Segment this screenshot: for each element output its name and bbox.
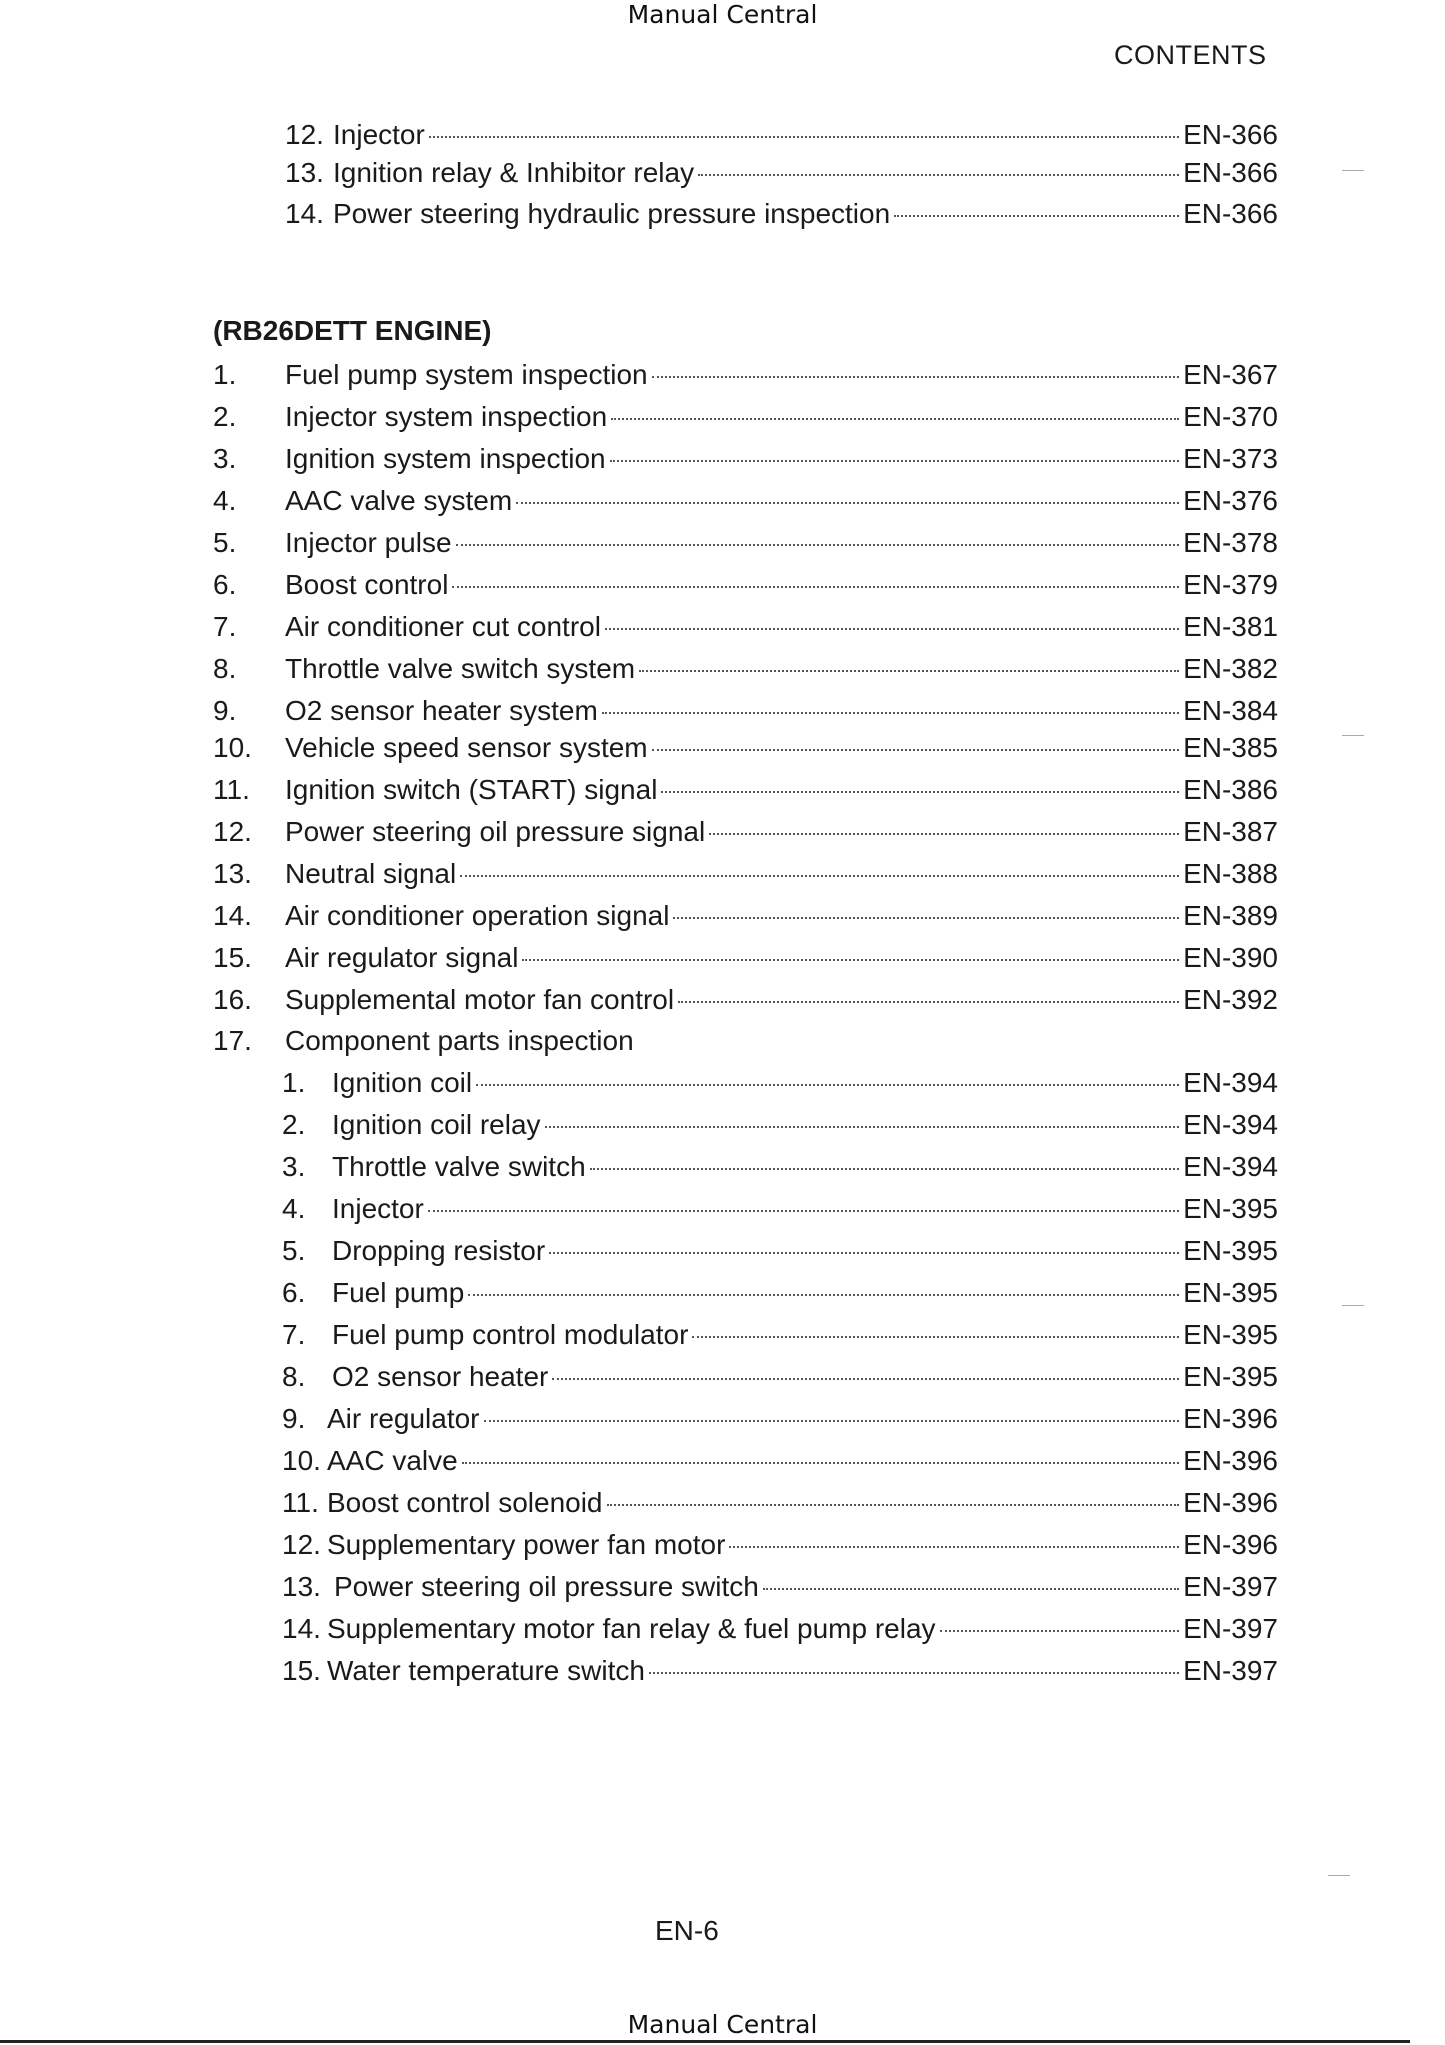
entry-page: EN-387	[1183, 816, 1278, 847]
toc-subentry	[282, 1402, 1278, 1436]
entry-label: Neutral signal	[285, 858, 457, 889]
entry-number: 1.	[282, 1067, 306, 1098]
entry-number: 12.	[282, 1529, 321, 1560]
dot-leader	[678, 1001, 1179, 1003]
entry-label: Fuel pump	[332, 1277, 465, 1308]
entry-number: 9.	[213, 695, 237, 726]
entry-label: Power steering oil pressure signal	[285, 816, 706, 847]
entry-number: 1.	[213, 359, 237, 390]
dot-leader	[460, 875, 1179, 877]
entry-page: EN-382	[1183, 653, 1278, 684]
toc-subentry	[282, 1486, 1278, 1520]
entry-number: 6.	[282, 1277, 306, 1308]
entry-page: EN-397	[1183, 1613, 1278, 1644]
entry-page: EN-367	[1183, 359, 1278, 390]
entry-number: 2.	[213, 401, 237, 432]
section-header: CONTENTS	[1114, 40, 1267, 70]
entry-page: EN-392	[1183, 984, 1278, 1015]
entry-number: 10.	[282, 1445, 321, 1476]
entry-label: Ignition system inspection	[285, 443, 606, 474]
dot-leader	[607, 1504, 1180, 1506]
entry-number: 14.	[213, 900, 252, 931]
entry-label: O2 sensor heater system	[285, 695, 598, 726]
toc-entry	[285, 118, 1278, 152]
toc-subentry	[282, 1150, 1278, 1184]
entry-label: Fuel pump system inspection	[285, 359, 648, 390]
dot-leader	[763, 1588, 1179, 1590]
dot-leader	[484, 1420, 1180, 1422]
entry-number: 13.	[285, 157, 324, 188]
entry-page: EN-366	[1183, 198, 1278, 229]
entry-number: 4.	[282, 1193, 306, 1224]
entry-number: 16.	[213, 984, 252, 1015]
entry-page: EN-379	[1183, 569, 1278, 600]
entry-page: EN-388	[1183, 858, 1278, 889]
dot-leader	[639, 670, 1179, 672]
entry-label: Fuel pump control modulator	[332, 1319, 689, 1350]
entry-label: Supplementary motor fan relay & fuel pump relay	[327, 1613, 936, 1644]
toc-entry	[213, 1024, 1278, 1058]
toc-entry	[213, 731, 1278, 765]
toc-entry	[213, 815, 1278, 849]
toc-subentry	[282, 1318, 1278, 1352]
dot-leader	[428, 1210, 1179, 1212]
entry-number: 14.	[285, 198, 324, 229]
scan-mark	[1342, 1305, 1364, 1307]
toc-entry	[213, 694, 1278, 728]
entry-label: Vehicle speed sensor system	[285, 732, 648, 763]
toc-entry	[213, 526, 1278, 560]
entry-page: EN-373	[1183, 443, 1278, 474]
entry-number: 5.	[282, 1235, 306, 1266]
dot-leader	[522, 959, 1179, 961]
entry-label: Dropping resistor	[332, 1235, 546, 1266]
toc-subentry	[282, 1276, 1278, 1310]
entry-number: 3.	[282, 1151, 306, 1182]
entry-label: Throttle valve switch system	[285, 653, 636, 684]
dot-leader	[549, 1252, 1179, 1254]
entry-label: Air conditioner cut control	[285, 611, 601, 642]
entry-label: Component parts inspection	[285, 1025, 634, 1056]
dot-leader	[602, 712, 1179, 714]
toc-subentry	[282, 1528, 1278, 1562]
entry-page: EN-394	[1183, 1151, 1278, 1182]
section-heading: (RB26DETT ENGINE)	[213, 315, 492, 346]
entry-label: Supplemental motor fan control	[285, 984, 675, 1015]
entry-page: EN-396	[1183, 1403, 1278, 1434]
entry-label: Throttle valve switch	[332, 1151, 586, 1182]
entry-label: Ignition relay & Inhibitor relay	[333, 157, 695, 188]
entry-label: Boost control	[285, 569, 449, 600]
dot-leader	[698, 174, 1179, 176]
entry-page: EN-386	[1183, 774, 1278, 805]
toc-entry	[213, 899, 1278, 933]
entry-number: 7.	[282, 1319, 306, 1350]
entry-label: Injector	[333, 119, 425, 150]
entry-number: 17.	[213, 1025, 252, 1056]
dot-leader	[692, 1336, 1179, 1338]
scan-mark	[1342, 170, 1364, 172]
dot-leader	[652, 749, 1179, 751]
toc-entry	[213, 610, 1278, 644]
entry-page: EN-394	[1183, 1109, 1278, 1140]
toc-subentry	[282, 1654, 1278, 1688]
dot-leader	[516, 502, 1179, 504]
entry-page: EN-376	[1183, 485, 1278, 516]
dot-leader	[552, 1378, 1179, 1380]
entry-number: 8.	[213, 653, 237, 684]
entry-label: Water temperature switch	[327, 1655, 645, 1686]
entry-page: EN-378	[1183, 527, 1278, 558]
entry-label: Power steering oil pressure switch	[334, 1571, 759, 1602]
entry-label: Injector	[332, 1193, 424, 1224]
toc-entry	[213, 442, 1278, 476]
dot-leader	[729, 1546, 1179, 1548]
entry-number: 12.	[213, 816, 252, 847]
entry-label: Power steering hydraulic pressure inspection	[333, 198, 891, 229]
entry-number: 8.	[282, 1361, 306, 1392]
toc-entry	[213, 941, 1278, 975]
entry-page: EN-395	[1183, 1193, 1278, 1224]
toc-entry	[213, 857, 1278, 891]
entry-label: AAC valve	[327, 1445, 458, 1476]
dot-leader	[545, 1126, 1180, 1128]
dot-leader	[605, 628, 1179, 630]
watermark-top: Manual Central	[627, 0, 818, 29]
toc-subentry	[282, 1612, 1278, 1646]
toc-entry	[285, 156, 1278, 190]
entry-number: 6.	[213, 569, 237, 600]
dot-leader	[709, 833, 1179, 835]
entry-number: 14.	[282, 1613, 321, 1644]
entry-number: 2.	[282, 1109, 306, 1140]
entry-label: Air regulator signal	[285, 942, 519, 973]
dot-leader	[611, 418, 1179, 420]
entry-number: 5.	[213, 527, 237, 558]
entry-number: 7.	[213, 611, 237, 642]
entry-page: EN-396	[1183, 1529, 1278, 1560]
watermark-bottom: Manual Central	[627, 2010, 818, 2039]
dot-leader	[452, 586, 1179, 588]
dot-leader	[649, 1672, 1179, 1674]
entry-page: EN-396	[1183, 1445, 1278, 1476]
entry-page: EN-366	[1183, 157, 1278, 188]
dot-leader	[894, 215, 1179, 217]
entry-label: Ignition coil relay	[332, 1109, 541, 1140]
entry-page: EN-397	[1183, 1571, 1278, 1602]
entry-page: EN-381	[1183, 611, 1278, 642]
entry-label: Ignition coil	[332, 1067, 473, 1098]
toc-entry	[213, 358, 1278, 392]
entry-label: Injector system inspection	[285, 401, 608, 432]
entry-number: 13.	[213, 858, 252, 889]
toc-subentry	[282, 1108, 1278, 1142]
toc-entry	[213, 983, 1278, 1017]
entry-label: Boost control solenoid	[327, 1487, 603, 1518]
entry-page: EN-366	[1183, 119, 1278, 150]
entry-label: AAC valve system	[285, 485, 513, 516]
entry-page: EN-390	[1183, 942, 1278, 973]
dot-leader	[940, 1630, 1180, 1632]
entry-number: 9.	[282, 1403, 306, 1434]
toc-entry	[213, 484, 1278, 518]
dot-leader	[673, 917, 1179, 919]
toc-subentry	[282, 1192, 1278, 1226]
footer-rule	[0, 2040, 1410, 2043]
entry-label: Air regulator	[327, 1403, 480, 1434]
entry-label: Injector pulse	[285, 527, 452, 558]
toc-subentry	[282, 1066, 1278, 1100]
toc-subentry	[282, 1234, 1278, 1268]
entry-number: 13.	[282, 1571, 321, 1602]
entry-number: 3.	[213, 443, 237, 474]
entry-label: Ignition switch (START) signal	[285, 774, 658, 805]
entry-page: EN-370	[1183, 401, 1278, 432]
toc-subentry	[282, 1570, 1278, 1604]
entry-page: EN-395	[1183, 1361, 1278, 1392]
entry-page: EN-384	[1183, 695, 1278, 726]
dot-leader	[652, 376, 1179, 378]
dot-leader	[590, 1168, 1179, 1170]
page-number: EN-6	[655, 1915, 719, 1946]
entry-number: 15.	[213, 942, 252, 973]
entry-page: EN-396	[1183, 1487, 1278, 1518]
entry-page: EN-395	[1183, 1319, 1278, 1350]
dot-leader	[429, 136, 1179, 138]
dot-leader	[468, 1294, 1179, 1296]
entry-number: 4.	[213, 485, 237, 516]
dot-leader	[610, 460, 1179, 462]
toc-entry	[213, 773, 1278, 807]
entry-number: 11.	[282, 1487, 319, 1518]
entry-label: Supplementary power fan motor	[327, 1529, 726, 1560]
entry-page: EN-394	[1183, 1067, 1278, 1098]
entry-number: 12.	[285, 119, 324, 150]
toc-entry	[285, 197, 1278, 231]
dot-leader	[462, 1462, 1179, 1464]
entry-number: 11.	[213, 774, 250, 805]
dot-leader	[661, 791, 1179, 793]
scan-mark	[1342, 735, 1364, 737]
toc-subentry	[282, 1444, 1278, 1478]
entry-page: EN-395	[1183, 1235, 1278, 1266]
entry-number: 10.	[213, 732, 252, 763]
entry-page: EN-397	[1183, 1655, 1278, 1686]
toc-entry	[213, 652, 1278, 686]
dot-leader	[476, 1084, 1179, 1086]
entry-page: EN-389	[1183, 900, 1278, 931]
toc-entry	[213, 568, 1278, 602]
entry-label: Air conditioner operation signal	[285, 900, 670, 931]
entry-page: EN-385	[1183, 732, 1278, 763]
entry-page: EN-395	[1183, 1277, 1278, 1308]
entry-number: 15.	[282, 1655, 321, 1686]
scan-mark	[1328, 1875, 1350, 1877]
toc-subentry	[282, 1360, 1278, 1394]
dot-leader	[456, 544, 1180, 546]
toc-entry	[213, 400, 1278, 434]
entry-label: O2 sensor heater	[332, 1361, 549, 1392]
